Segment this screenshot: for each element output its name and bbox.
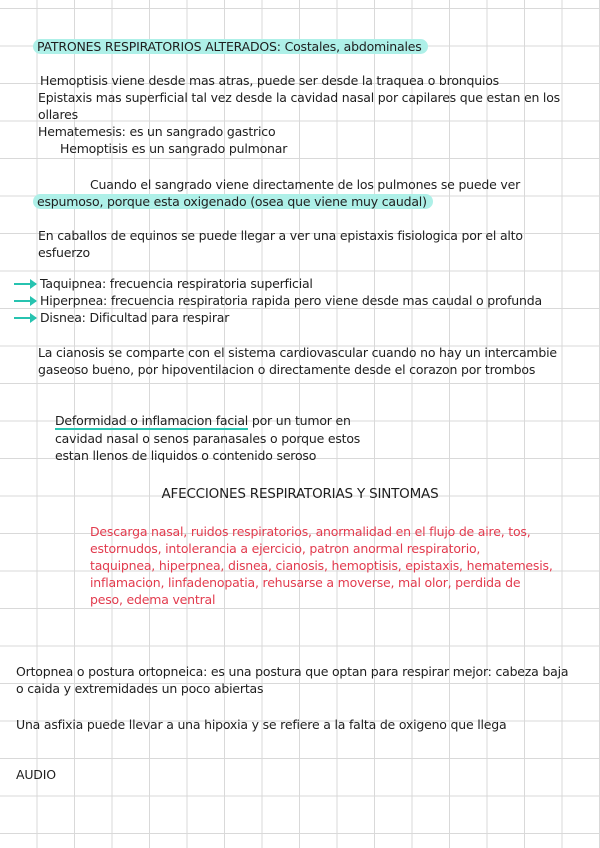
text-line: cavidad nasal o senos paranasales o porque estos [55,431,361,446]
text-line: Hematemesis: es un sangrado gastrico [38,124,276,139]
highlighted-sentence: espumoso, porque esta oxigenado (osea que viene muy caudal) [33,194,433,209]
definition-item: Taquipnea: frecuencia respiratoria superficial [40,276,313,291]
symptom-line: estornudos, intolerancia a ejercicio, patron anormal respiratorio, [90,541,481,556]
text-line: En caballos de equinos se puede llegar a ver una epistaxis fisiologica por el alto [38,228,523,243]
text-line: Epistaxis mas superficial tal vez desde la cavidad nasal por capilares que estan en los [38,90,560,105]
text-line: Una asfixia puede llevar a una hipoxia y se refiere a la falta de oxigeno que llega [16,717,507,732]
page-title [33,38,428,55]
text-span: por un tumor en [248,413,351,428]
arrow-right-icon [14,300,36,302]
arrow-right-icon [14,317,36,319]
title-highlight: PATRONES RESPIRATORIOS ALTERADOS: Costales, abdominales [33,39,428,54]
text-line: estan llenos de liquidos o contenido seroso [55,448,317,463]
text-line: Hemoptisis viene desde mas atras, puede ser desde la traquea o bronquios [40,73,499,88]
text-line: esfuerzo [38,245,90,260]
text-line: La cianosis se comparte con el sistema cardiovascular cuando no hay un intercambie [38,345,557,360]
symptom-line: peso, edema ventral [90,592,216,607]
symptom-line: inflamacion, linfadenopatia, rehusarse a moverse, mal olor, perdida de [90,575,521,590]
text-line [33,193,433,210]
text-line [55,412,351,429]
text-line: Hemoptisis es un sangrado pulmonar [60,141,288,156]
text-line: ollares [38,107,78,122]
audio-label: AUDIO [16,767,56,782]
text-line: o caida y extremidades un poco abiertas [16,681,264,696]
text-line: gaseoso bueno, por hipoventilacion o directamente desde el corazon por trombos [38,362,536,377]
underlined-phrase: Deformidad o inflamacion facial [55,413,249,428]
text-line: Ortopnea o postura ortopneica: es una postura que optan para respirar mejor: cabeza baja [16,664,569,679]
definition-item: Disnea: Dificultad para respirar [40,310,230,325]
section-heading: AFECCIONES RESPIRATORIAS Y SINTOMAS [161,486,439,502]
text-line: Cuando el sangrado viene directamente de los pulmones se puede ver [90,177,521,192]
arrow-right-icon [14,283,36,285]
definition-item: Hiperpnea: frecuencia respiratoria rapida pero viene desde mas caudal o profunda [40,293,542,308]
symptom-line: taquipnea, hiperpnea, disnea, cianosis, hemoptisis, epistaxis, hematemesis, [90,558,553,573]
symptom-line: Descarga nasal, ruidos respiratorios, anormalidad en el flujo de aire, tos, [90,524,531,539]
